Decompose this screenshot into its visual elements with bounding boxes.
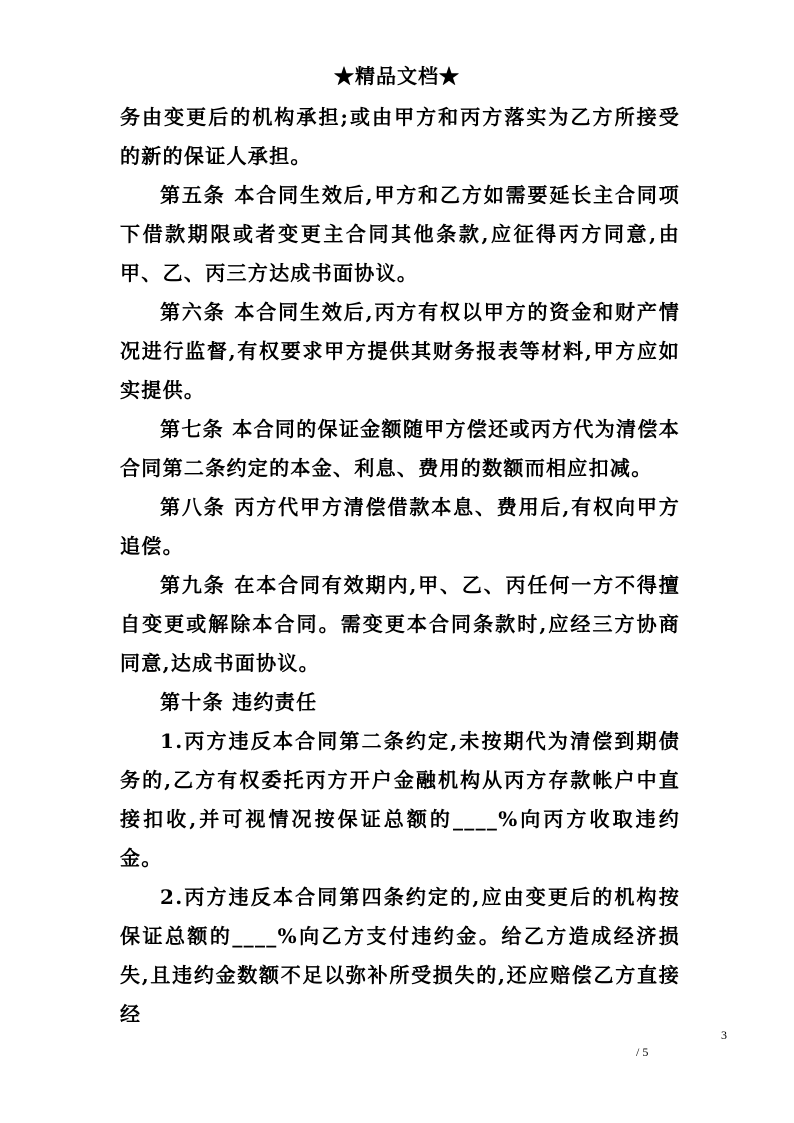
paragraph: 第九条 在本合同有效期内,甲、乙、丙任何一方不得擅自变更或解除本合同。需变更本合同条款时,应经三方协商同意,达成书面协议。 [120,573,680,675]
paragraph: 1.丙方违反本合同第二条约定,未按期代为清偿到期债务的,乙方有权委托丙方开户金融机构从丙方存款帐户中直接扣收,并可视情况按保证总额的____%向丙方收取违约金。 [120,729,680,870]
paragraph: 2.丙方违反本合同第四条约定的,应由变更后的机构按保证总额的____%向乙方支付违约金。给乙方造成经济损失,且违约金数额不足以弥补所受损失的,还应赔偿乙方直接经 [120,885,680,1026]
document-header: ★精品文档★ [334,64,460,88]
page-number: 3 [721,1028,727,1042]
paragraph: 第六条 本合同生效后,丙方有权以甲方的资金和财产情况进行监督,有权要求甲方提供其财务报表等材料,甲方应如实提供。 [120,300,680,402]
paragraph: 第八条 丙方代甲方清偿借款本息、费用后,有权向甲方追偿。 [120,495,680,558]
page-total: / 5 [636,1045,649,1059]
paragraph: 第七条 本合同的保证金额随甲方偿还或丙方代为清偿本合同第二条约定的本金、利息、费用的数额而相应扣减。 [120,417,680,480]
document-body [120,98,680,1034]
paragraph: 务由变更后的机构承担;或由甲方和丙方落实为乙方所接受的新的保证人承担。 [120,105,680,168]
paragraph: 第五条 本合同生效后,甲方和乙方如需要延长主合同项下借款期限或者变更主合同其他条款,应征得丙方同意,由甲、乙、丙三方达成书面协议。 [120,183,680,285]
paragraph: 第十条 违约责任 [160,690,318,714]
